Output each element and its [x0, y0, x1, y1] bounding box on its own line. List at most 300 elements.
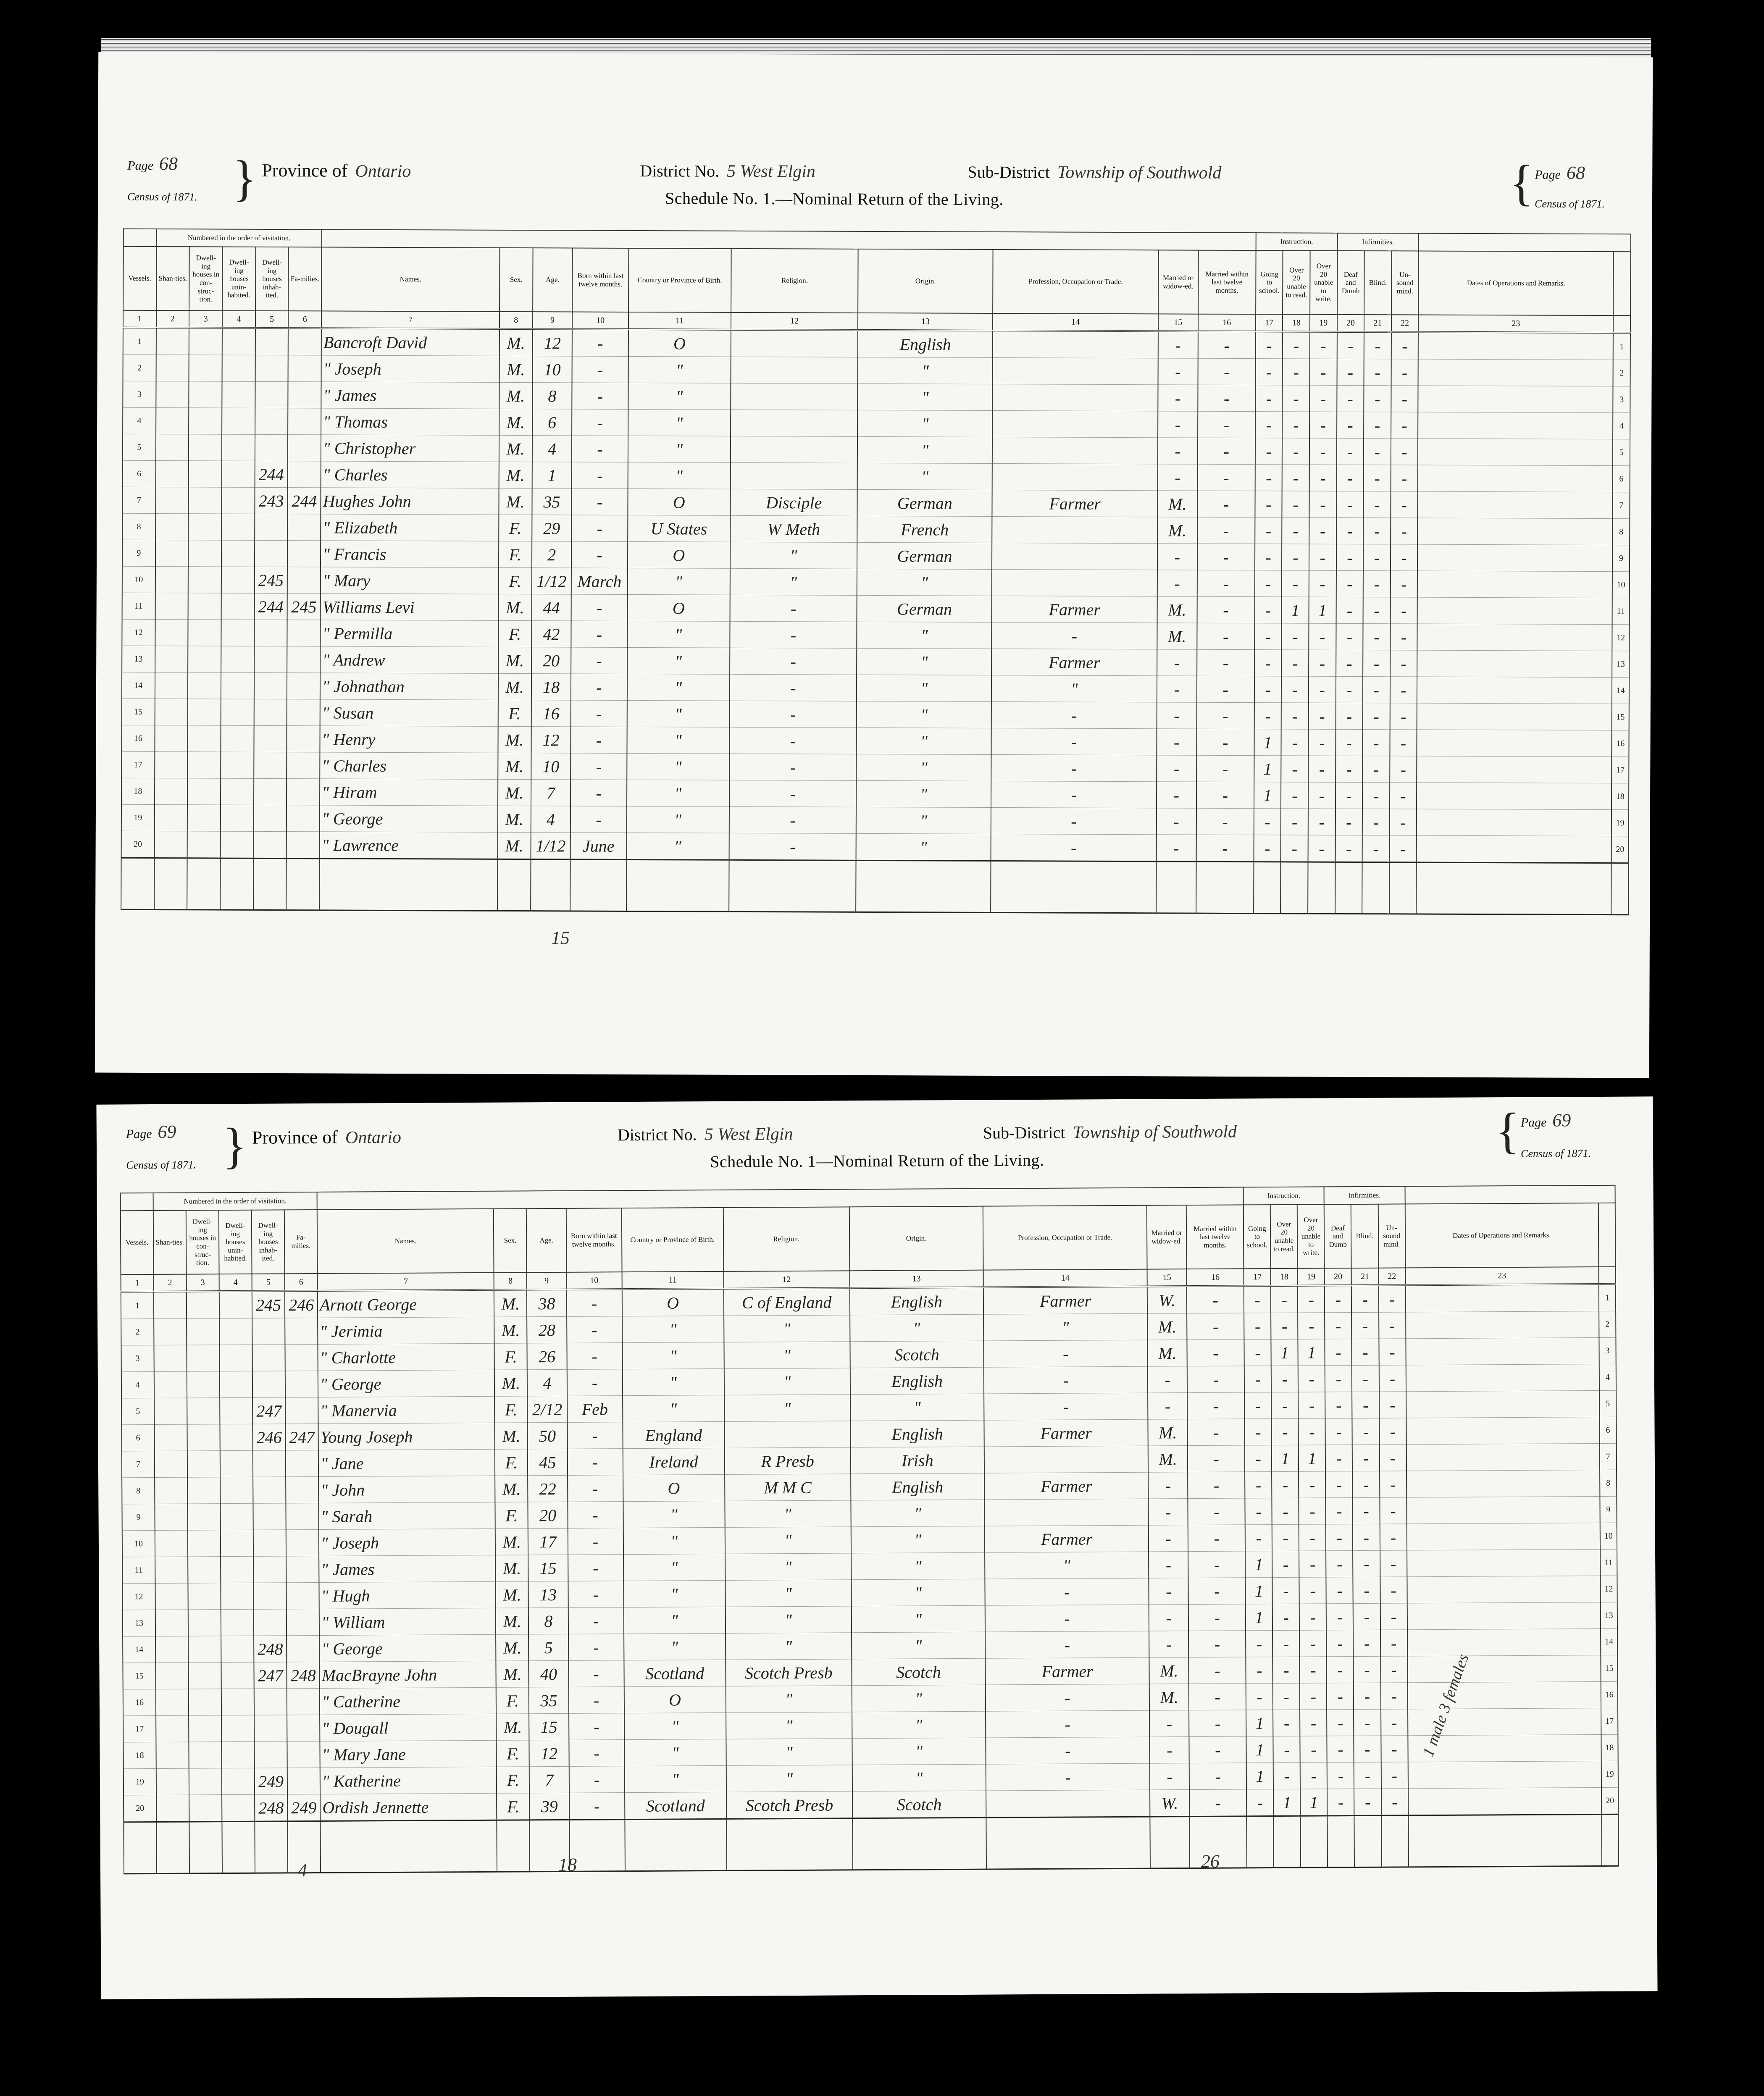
column-header-names: Names. — [321, 247, 499, 311]
cell-i17: - — [1255, 385, 1283, 412]
empty-cell — [189, 355, 222, 381]
cell-i18: 1 — [1282, 597, 1309, 623]
cell-i18: - — [1273, 1710, 1300, 1736]
column-number: 3 — [187, 1274, 219, 1291]
cell-occ — [992, 543, 1157, 570]
cell-origin: " — [858, 410, 993, 437]
column-number: 5 — [255, 311, 289, 328]
cell-age: 12 — [529, 1740, 569, 1766]
line-number-right: 20 — [1612, 836, 1629, 863]
cell-i17: - — [1255, 412, 1283, 438]
cell-age: 7 — [529, 1766, 569, 1793]
line-number: 6 — [123, 460, 156, 487]
cell-i20: - — [1326, 1498, 1353, 1524]
cell-sex: M. — [499, 488, 532, 515]
cell-occ — [992, 516, 1158, 543]
cell-i18: - — [1281, 729, 1309, 756]
empty-cell — [189, 1715, 221, 1742]
totals-cell — [1335, 862, 1362, 914]
cell-i17: 1 — [1246, 1604, 1272, 1631]
cell-mwithin: - — [1187, 1366, 1244, 1393]
cell-i18: - — [1272, 1630, 1299, 1657]
cell-i19: - — [1309, 491, 1336, 517]
empty-cell — [221, 487, 255, 514]
line-number-right: 12 — [1612, 625, 1630, 651]
cell-i21: - — [1364, 332, 1391, 359]
cell-i19: - — [1309, 412, 1337, 438]
cell-i18: - — [1282, 491, 1309, 517]
header-blank — [121, 1193, 153, 1211]
cell-born: - — [568, 1687, 624, 1714]
column-header-unsound-mind: Un-sound mind. — [1378, 1204, 1405, 1268]
cell-i17: - — [1255, 570, 1282, 597]
cell-i17: - — [1245, 1525, 1272, 1551]
cell-born: - — [569, 1713, 624, 1740]
cell-religion: " — [724, 1368, 850, 1395]
cell-c6 — [287, 646, 321, 673]
cell-country: " — [623, 1580, 725, 1607]
cell-i18: - — [1272, 1498, 1299, 1524]
cell-c5: 247 — [254, 1662, 287, 1689]
province-field — [252, 1126, 401, 1148]
cell-i22: - — [1390, 783, 1417, 809]
column-number: 16 — [1187, 1269, 1244, 1286]
cell-i21: - — [1363, 650, 1390, 677]
remarks-cell — [1407, 1549, 1601, 1576]
totals-cell — [497, 859, 531, 911]
sheet-header — [98, 52, 1653, 211]
column-header-unable-write: Over 20 unable to write. — [1310, 251, 1337, 315]
cell-c6 — [287, 1582, 319, 1609]
header-blank — [124, 229, 157, 247]
column-number: 1 — [121, 1274, 154, 1292]
empty-cell — [188, 725, 221, 752]
column-number: 18 — [1271, 1269, 1298, 1286]
cell-mwithin: - — [1196, 729, 1254, 755]
cell-age: 45 — [528, 1449, 567, 1475]
cell-name: " Joseph — [321, 355, 499, 382]
cell-c6 — [287, 752, 320, 779]
empty-cell — [188, 1530, 221, 1557]
line-number: 15 — [123, 1663, 155, 1689]
cell-sex: F. — [496, 1687, 529, 1714]
line-number: 16 — [123, 1689, 156, 1715]
cell-i21: - — [1353, 1497, 1380, 1524]
cell-occ — [993, 357, 1158, 384]
empty-cell — [189, 1742, 221, 1768]
cell-i22: - — [1380, 1577, 1407, 1603]
empty-cell — [221, 1636, 254, 1662]
cell-i20: - — [1336, 491, 1364, 517]
totals-cell — [626, 859, 729, 911]
cell-i20: - — [1326, 1630, 1353, 1657]
remarks-cell — [1417, 809, 1612, 836]
cell-religion — [731, 357, 858, 383]
cell-c5 — [254, 725, 287, 752]
cell-age: 1/12 — [531, 833, 570, 859]
cell-born: - — [567, 1422, 623, 1449]
cell-name: " George — [318, 1370, 495, 1397]
column-number: 17 — [1244, 1269, 1271, 1286]
cell-name: " George — [319, 1634, 496, 1662]
page-number-left — [126, 1121, 176, 1143]
cell-religion: - — [729, 780, 857, 807]
cell-religion: - — [729, 727, 857, 754]
cell-i18: - — [1273, 1683, 1300, 1710]
cell-name: " Andrew — [320, 646, 498, 673]
empty-cell — [221, 1715, 254, 1741]
cell-i19: - — [1299, 1551, 1326, 1577]
column-number: 20 — [1337, 315, 1364, 332]
cell-sex: M. — [496, 1714, 529, 1740]
cell-sex: M. — [499, 462, 532, 488]
cell-c6 — [286, 1503, 319, 1529]
empty-cell — [187, 1424, 220, 1451]
cell-origin: " — [857, 436, 992, 463]
cell-c6 — [287, 699, 320, 726]
cell-i17: - — [1246, 1789, 1273, 1816]
cell-religion: " — [730, 568, 857, 595]
cell-married: W. — [1150, 1790, 1189, 1817]
cell-mwithin: - — [1188, 1525, 1245, 1552]
cell-i19: - — [1308, 809, 1335, 835]
cell-name: " John — [318, 1476, 495, 1503]
cell-religion: " — [726, 1686, 852, 1713]
line-number: 7 — [122, 487, 155, 513]
cell-country: " — [628, 356, 731, 383]
cell-i17: 1 — [1246, 1736, 1273, 1763]
brace-glyph: } — [232, 150, 257, 206]
line-number: 15 — [122, 699, 155, 725]
cell-name: Young Joseph — [318, 1423, 495, 1450]
column-number: 12 — [723, 1271, 849, 1289]
column-header-shanties: Shan-ties. — [156, 247, 189, 310]
cell-i19: - — [1308, 782, 1335, 809]
cell-i17: - — [1254, 676, 1282, 703]
cell-religion: - — [729, 701, 857, 728]
empty-cell — [155, 461, 189, 487]
cell-c5 — [254, 1583, 287, 1609]
line-number-right: 14 — [1612, 678, 1629, 704]
empty-cell — [155, 620, 188, 646]
line-number-right: 16 — [1612, 730, 1629, 757]
line-number-right: 10 — [1600, 1523, 1617, 1549]
cell-married: M. — [1149, 1657, 1189, 1684]
empty-cell — [187, 1319, 219, 1345]
totals-cell — [726, 1818, 853, 1871]
column-number: 23 — [1418, 315, 1613, 333]
cell-origin: " — [857, 463, 992, 490]
district-field — [640, 161, 815, 181]
empty-cell — [187, 1477, 220, 1504]
cell-origin: " — [852, 1764, 986, 1791]
cell-country: " — [627, 621, 730, 648]
cell-married: - — [1157, 702, 1196, 729]
cell-i20: - — [1335, 782, 1363, 809]
cell-c6 — [287, 1715, 320, 1741]
cell-sex: M. — [498, 779, 531, 806]
line-number-right: 13 — [1612, 651, 1629, 678]
cell-i20: - — [1337, 332, 1364, 359]
census-sheet-page-68 — [95, 52, 1653, 1078]
cell-religion: C of England — [723, 1288, 849, 1316]
line-number-right: 13 — [1600, 1602, 1617, 1628]
line-number: 18 — [123, 1742, 156, 1768]
subdistrict-label: Sub-District — [967, 162, 1050, 182]
cell-married: - — [1148, 1472, 1188, 1499]
line-number: 14 — [123, 1636, 155, 1663]
cell-sex: F. — [499, 541, 532, 567]
line-number: 10 — [122, 566, 155, 593]
cell-c5: 249 — [255, 1768, 287, 1794]
cell-married: - — [1149, 1578, 1188, 1605]
cell-c6 — [288, 408, 321, 435]
totals-cell — [1389, 862, 1417, 914]
cell-born: - — [572, 515, 628, 541]
cell-i20: - — [1327, 1762, 1354, 1789]
cell-i20: - — [1325, 1392, 1352, 1418]
cell-i22: - — [1379, 1445, 1406, 1471]
cell-i21: - — [1354, 1683, 1380, 1709]
line-number-right: 12 — [1600, 1576, 1617, 1602]
empty-cell — [187, 1504, 220, 1530]
cell-sex: F. — [497, 1793, 529, 1820]
cell-i22: - — [1379, 1392, 1406, 1418]
cell-born: Feb — [567, 1396, 623, 1423]
cell-sex: F. — [495, 1449, 528, 1476]
column-number: 7 — [321, 311, 499, 328]
totals-cell — [991, 861, 1156, 913]
column-number: 8 — [494, 1272, 527, 1290]
empty-cell — [220, 1477, 253, 1503]
cell-age: 4 — [531, 806, 570, 833]
totals-cell — [1408, 1814, 1602, 1867]
cell-i20: - — [1326, 1551, 1353, 1577]
cell-mwithin: - — [1188, 1604, 1246, 1631]
line-number: 9 — [122, 540, 155, 566]
line-number: 3 — [123, 381, 156, 407]
cell-i22: - — [1379, 1312, 1406, 1339]
empty-cell — [221, 672, 254, 699]
column-header-dwellings-uninhabited: Dwell-ing houses unin-habited. — [222, 247, 255, 311]
census-table — [121, 229, 1631, 916]
cell-i18: - — [1282, 544, 1309, 570]
totals-row — [121, 858, 1628, 915]
cell-occ: - — [984, 1366, 1148, 1394]
cell-c6 — [288, 435, 321, 461]
district-label: District No. — [640, 161, 720, 181]
cell-occ: - — [984, 1393, 1148, 1420]
totals-cell — [1308, 862, 1335, 914]
cell-married: - — [1158, 438, 1198, 464]
remarks-cell — [1417, 703, 1612, 730]
cell-name: " Charles — [320, 752, 498, 779]
empty-cell — [156, 434, 189, 461]
header-blank — [1613, 315, 1630, 333]
column-header-sex: Sex. — [494, 1208, 527, 1272]
empty-cell — [155, 1557, 188, 1583]
cell-sex: M. — [498, 673, 531, 700]
cell-married: - — [1157, 729, 1196, 755]
column-number: 2 — [156, 310, 189, 328]
cell-occ: - — [992, 622, 1157, 649]
empty-cell — [221, 1556, 253, 1583]
column-number: 14 — [983, 1269, 1147, 1287]
totals-cell — [531, 859, 570, 911]
cell-i22: - — [1391, 332, 1418, 359]
cell-name: " Henry — [320, 726, 498, 753]
cell-religion: " — [724, 1342, 850, 1369]
remarks-cell — [1417, 597, 1612, 625]
cell-i22: - — [1391, 386, 1418, 412]
remarks-cell — [1418, 332, 1613, 360]
column-number: 8 — [499, 312, 533, 329]
cell-i22: - — [1391, 439, 1418, 465]
remarks-cell — [1407, 1576, 1601, 1603]
census-label: Census of 1871. — [127, 190, 197, 203]
line-number: 19 — [124, 1768, 156, 1795]
cell-mwithin: - — [1187, 1286, 1244, 1313]
cell-religion: - — [730, 674, 857, 701]
cell-i22: - — [1390, 650, 1417, 677]
cell-mwithin: - — [1198, 411, 1255, 438]
empty-cell — [155, 1583, 188, 1610]
totals-cell — [1196, 862, 1254, 913]
cell-mwithin: - — [1196, 755, 1254, 782]
cell-country: Scotland — [624, 1660, 726, 1686]
cell-i19: - — [1310, 332, 1337, 359]
cell-married: - — [1148, 1366, 1187, 1393]
cell-i17: - — [1255, 491, 1282, 517]
line-number-right: 4 — [1613, 413, 1630, 439]
line-number-right: 10 — [1612, 572, 1630, 598]
line-number-right: 3 — [1599, 1337, 1616, 1364]
cell-i22: - — [1379, 1365, 1406, 1392]
cell-mwithin: - — [1188, 1498, 1245, 1525]
cell-i18: - — [1283, 412, 1310, 438]
cell-i18: - — [1281, 676, 1309, 703]
cell-i21: - — [1352, 1392, 1379, 1418]
cell-age: 2 — [532, 541, 572, 568]
cell-married: - — [1157, 649, 1197, 676]
cell-i22: - — [1391, 544, 1418, 571]
remarks-cell — [1418, 359, 1613, 386]
cell-age: 1 — [532, 462, 572, 489]
empty-cell — [154, 1398, 187, 1424]
cell-sex: M. — [494, 1370, 527, 1396]
cell-sex: M. — [495, 1476, 528, 1502]
totals-cell — [625, 1819, 727, 1871]
cell-occ — [993, 331, 1158, 358]
column-number: 14 — [993, 313, 1158, 331]
remarks-cell — [1406, 1523, 1600, 1550]
cell-age: 17 — [528, 1528, 568, 1555]
empty-cell — [154, 1371, 187, 1398]
cell-sex: M. — [494, 1317, 527, 1343]
cell-i21: - — [1353, 1550, 1380, 1577]
cell-sex: F. — [499, 567, 532, 594]
cell-c6 — [287, 779, 320, 805]
cell-sex: M. — [498, 726, 531, 753]
cell-country: England — [623, 1421, 724, 1448]
cell-age: 38 — [527, 1290, 566, 1317]
cell-name: " Thomas — [321, 408, 499, 435]
cell-i18: - — [1273, 1762, 1300, 1789]
cell-name: " Dougall — [320, 1714, 497, 1741]
handwritten-tally-families: 4 — [297, 1860, 308, 1881]
cell-mwithin: - — [1189, 1736, 1246, 1763]
cell-age: 26 — [527, 1343, 567, 1369]
cell-name: " Manervia — [318, 1396, 495, 1424]
cell-i20: - — [1335, 676, 1363, 703]
cell-country: " — [627, 568, 730, 595]
line-number-right: 7 — [1613, 492, 1630, 519]
cell-married: M. — [1149, 1684, 1189, 1710]
cell-mwithin: - — [1197, 676, 1254, 702]
cell-i21: - — [1363, 703, 1390, 730]
cell-occ: " — [985, 1552, 1149, 1579]
cell-sex: F. — [497, 1767, 529, 1793]
cell-born: June — [570, 833, 626, 859]
province-label: Province of — [252, 1127, 338, 1148]
column-header-names: Names. — [317, 1209, 494, 1274]
cell-i21: - — [1352, 1312, 1379, 1339]
province-field — [262, 160, 411, 181]
totals-cell — [154, 858, 187, 910]
empty-cell — [189, 328, 222, 355]
cell-i20: - — [1327, 1683, 1354, 1710]
cell-born: - — [566, 1289, 622, 1316]
cell-married: M. — [1157, 596, 1197, 623]
cell-mwithin: - — [1198, 438, 1255, 464]
column-number: 23 — [1405, 1267, 1598, 1285]
cell-i21: - — [1354, 1630, 1380, 1656]
cell-i17: - — [1246, 1657, 1273, 1684]
empty-cell — [156, 1768, 189, 1795]
totals-cell — [1381, 1815, 1409, 1867]
column-header-unable-read: Over 20 unable to read. — [1283, 250, 1310, 314]
cell-origin: " — [858, 383, 993, 410]
cell-origin: " — [856, 780, 991, 807]
column-number: 17 — [1256, 314, 1283, 331]
cell-religion: - — [730, 595, 857, 622]
empty-cell — [220, 1450, 253, 1477]
line-number-right: 2 — [1599, 1311, 1616, 1337]
cell-mwithin: - — [1187, 1340, 1244, 1366]
line-number: 11 — [122, 593, 155, 619]
line-number-right: 15 — [1601, 1655, 1618, 1681]
cell-i20: - — [1325, 1418, 1352, 1445]
empty-cell — [221, 646, 254, 672]
column-header-dwellings-inhabited: Dwell-ing houses inhab-ited. — [255, 247, 289, 311]
cell-i20: - — [1325, 1285, 1351, 1313]
cell-c5 — [255, 540, 288, 567]
cell-occ — [984, 1446, 1149, 1473]
empty-cell — [156, 1795, 189, 1822]
cell-religion: - — [729, 833, 856, 860]
remarks-cell — [1417, 756, 1612, 783]
cell-occ — [992, 410, 1158, 437]
cell-religion: " — [726, 1739, 852, 1766]
cell-name: " George — [320, 805, 498, 832]
cell-origin: " — [857, 728, 991, 754]
cell-i20: - — [1327, 1657, 1354, 1683]
cell-i17: - — [1254, 650, 1282, 676]
cell-sex: F. — [498, 620, 531, 647]
cell-mwithin: - — [1189, 1657, 1246, 1684]
cell-i17: - — [1255, 438, 1283, 465]
cell-occ: - — [991, 807, 1157, 834]
